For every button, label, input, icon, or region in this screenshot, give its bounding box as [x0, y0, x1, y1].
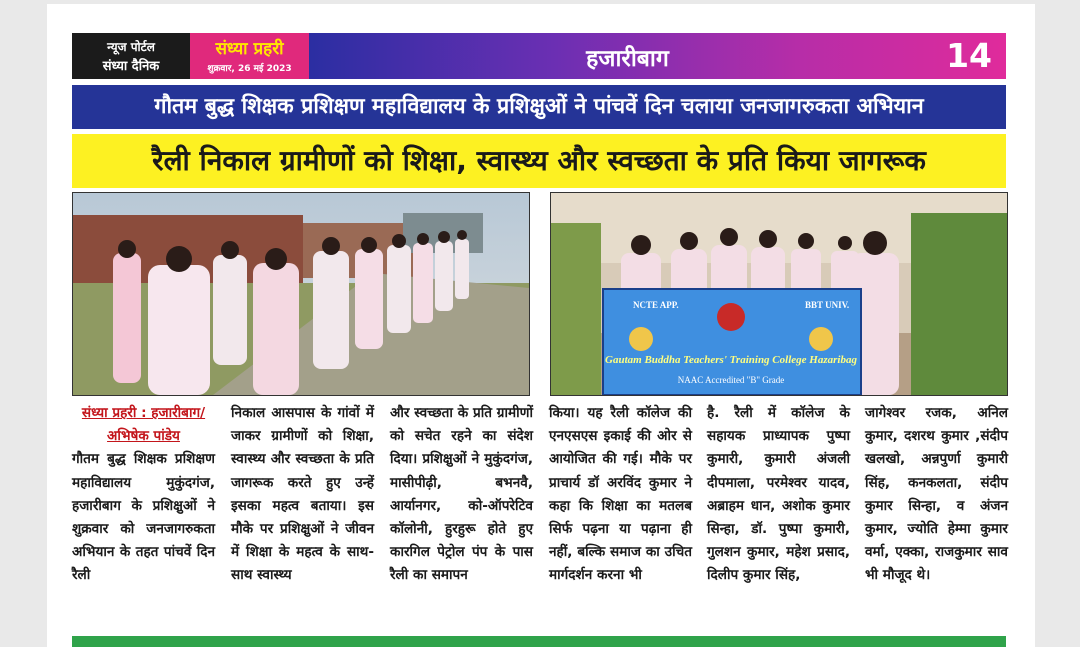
- article-text-3: और स्वच्छता के प्रति ग्रामीणों को सचेत रहने का संदेश दिया। प्रशिक्षुओं ने मुकुंदगंज, मासीपीढ़ी, बभनवै, आर्यानगर, को-ऑपरेटिव कॉलोनी, हुरहुरू होते हुए कारगिल पेट्रोल पंप के पास रैली का समापन: [390, 405, 533, 584]
- banner-right-label: BBT UNIV.: [805, 300, 850, 310]
- bottom-rule: [72, 636, 1006, 647]
- newspaper-page: [47, 4, 1035, 647]
- article-text-6: जागेश्वर रजक, अनिल कुमार, दशरथ कुमार ,संदीप खलखो, अन्नपुर्णा कुमारी सिंह, कनकलता, संदीप कुमार सिन्हा, व अंजन कुमार, ज्योति हेम्मा कुमार वर्मा, एक्का, राजकुमार साव भी मौजूद थे।: [865, 405, 1008, 584]
- section-title: हजारीबाग: [586, 46, 669, 72]
- article-text-5: है. रैली में कॉलेज के सहायक प्राध्यापक पुष्पा कुमारी, कुमारी अंजली दीपमाला, परमेश्वर यादव, अब्राहम धान, अशोक कुमार सिन्हा, डॉ. पुष्पा कुमारी, गुलशन कुमार, महेश प्रसाद, दिलीप कुमार सिंह,: [707, 405, 850, 584]
- byline: संध्या प्रहरी : हजारीबाग/अभिषेक पांडेय: [81, 405, 206, 445]
- article-column-6: [865, 402, 1008, 588]
- portal-line-1: न्यूज पोर्टल: [107, 40, 155, 54]
- rally-photo-right: [550, 192, 1008, 396]
- article-text-2: निकाल आसपास के गांवों में जाकर ग्रामीणों को शिक्षा, स्वास्थ्य और स्वच्छता के प्रति जागरूक करते हुए उन्हें इसका महत्व बताया। इस मौके पर प्रशिक्षुओं ने जीवन में शिक्षा के महत्व के साथ-साथ स्वास्थ्य: [231, 405, 374, 584]
- banner-college-name: Gautam Buddha Teachers' Training College Hazaribag: [605, 354, 857, 366]
- masthead: [72, 33, 1006, 79]
- brand-box: [190, 33, 309, 79]
- portal-label: [72, 33, 190, 79]
- article-text-4: किया। यह रैली कॉलेज की एनएसएस इकाई की ओर से आयोजित की गई। मौके पर प्राचार्य डॉ अरविंद कुमार ने कहा कि शिक्षा का मतलब सिर्फ पढ़ना या पढ़ाना ही नहीं, बल्कि समाज का उचित मार्गदर्शन करना भी: [549, 405, 692, 584]
- article-column-5: [707, 402, 850, 588]
- banner-left-label: NCTE APP.: [633, 300, 679, 310]
- article-column-3: [390, 402, 533, 588]
- article-column-4: [549, 402, 692, 588]
- article-column-1: [72, 402, 215, 588]
- issue-date: शुक्रवार, 26 मई 2023: [207, 64, 292, 74]
- page-number: 14: [946, 36, 992, 75]
- subheadline: रैली निकाल ग्रामीणों को शिक्षा, स्वास्थ्य और स्वच्छता के प्रति किया जागरूक: [72, 134, 1006, 188]
- portal-line-2: संध्या दैनिक: [102, 59, 160, 74]
- banner-naac: NAAC Accredited "B" Grade: [677, 375, 785, 385]
- article-text-1: गौतम बुद्ध शिक्षक प्रशिक्षण महाविद्यालय मुकुंदगंज, हजारीबाग के प्रशिक्षुओं ने शुक्रवार को जनजागरुकता अभियान के तहत पांचवें दिन रैली: [72, 451, 215, 584]
- brand-name: संध्या प्रहरी: [215, 39, 284, 59]
- section-bar: [309, 33, 1006, 79]
- rally-photo-left: [72, 192, 530, 396]
- article-column-2: [231, 402, 374, 588]
- headline: गौतम बुद्ध शिक्षक प्रशिक्षण महाविद्यालय के प्रशिक्षुओं ने पांचवें दिन चलाया जनजागरुकता अभियान: [72, 85, 1006, 129]
